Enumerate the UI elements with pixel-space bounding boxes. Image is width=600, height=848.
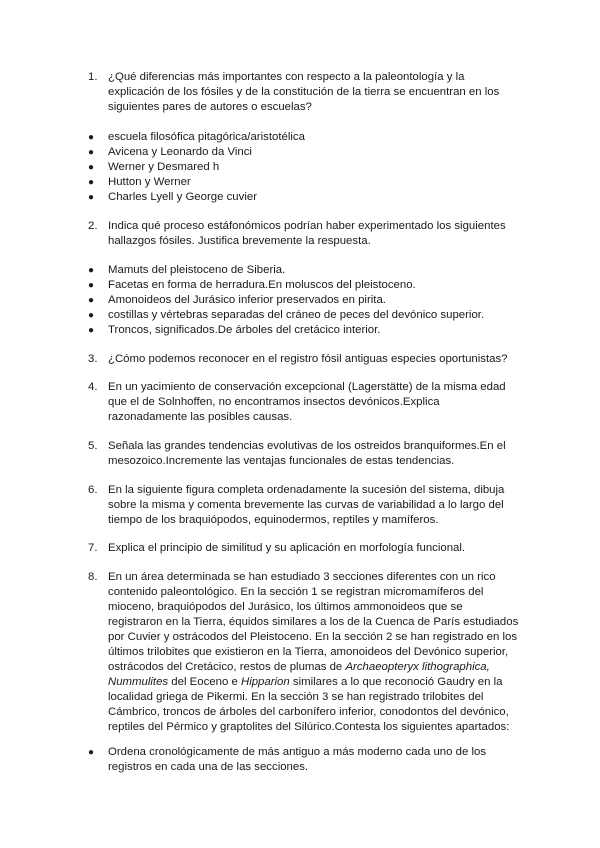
bullet-icon: ● xyxy=(88,325,95,336)
question-8-text: En un área determinada se han estudiado 3 secciones diferentes con un rico contenido paleontológico. En la sección 1 se registran micromamíferos del mioceno, braquiópodos del Jurásico, los últimos ammonoideos que se registraron en la Tierra, équidos similares a los de la Cuenca de París estudiados por Cuvier y ostrácodos del Pleistoceno. En la sección 2 se han registrado en los últimos trilobites que existieron en la Tierra, amonoideos del Devónico superior, ostrácodos del Cretácico, restos de plumas de Archaeopteryx lithographica, Nummulites del Eoceno e Hipparion similares a lo que reconoció Gaudry en la localidad griega de Pikermi. En la sección 3 se han registrado trilobites del Cámbrico, troncos de árboles del carbonífero inferior, conodontos del devónico, reptiles del Pérmico y graptolites del Silúrico.Contesta los siguientes apartados: xyxy=(108,571,519,733)
list-item: ● Charles Lyell y George cuvier xyxy=(88,191,257,203)
list-item: ● Werner y Desmared h xyxy=(88,161,220,173)
bullet-icon: ● xyxy=(88,177,95,188)
list-item: ● Amonoideos del Jurásico inferior preservados en pirita. xyxy=(88,294,386,306)
question-6-text: En la siguiente figura completa ordenadamente la sucesión del sistema, dibuja sobre la misma y comenta brevemente las curvas de variabilidad a lo largo del tiempo de los braquiópodos, equinodermos, reptiles y mamíferos. xyxy=(108,484,505,526)
list-item: ● Mamuts del pleistoceno de Siberia. xyxy=(88,264,286,276)
list-item: ● Avicena y Leonardo da Vinci xyxy=(88,146,252,158)
bullet-icon: ● xyxy=(88,265,95,276)
question-7-number: 7. xyxy=(88,542,98,554)
bullet-icon: ● xyxy=(88,295,95,306)
question-3-text: ¿Cómo podemos reconocer en el registro fósil antiguas especies oportunistas? xyxy=(108,353,508,365)
question-4-number: 4. xyxy=(88,381,98,393)
bullet-icon: ● xyxy=(88,280,95,291)
question-4-text: En un yacimiento de conservación excepcional (Lagerstätte) de la misma edad que el de Solnhoffen, no encontramos insectos devónicos.Explica razonadamente las posibles causas. xyxy=(108,381,506,423)
question-6-number: 6. xyxy=(88,484,98,496)
bullet-icon: ● xyxy=(88,147,95,158)
question-8-number: 8. xyxy=(88,571,98,583)
question-7-text: Explica el principio de similitud y su aplicación en morfología funcional. xyxy=(108,542,466,554)
question-5-number: 5. xyxy=(88,440,98,452)
list-item: ● Hutton y Werner xyxy=(88,176,191,188)
list-item: ● escuela filosófica pitagórica/aristotélica xyxy=(88,131,305,143)
question-1-text: ¿Qué diferencias más importantes con respecto a la paleontología y la explicación de los fósiles y de la constitución de la tierra se encuentran en los siguientes pares de autores o escuelas? xyxy=(108,71,500,113)
list-item: ● Facetas en forma de herradura.En moluscos del pleistoceno. xyxy=(88,279,416,291)
question-2-text: Indica qué proceso estáfonómicos podrían haber experimentado los siguientes hallazgos fósiles. Justifica brevemente la respuesta. xyxy=(108,220,506,247)
list-item: ● costillas y vértebras separadas del cráneo de peces del devónico superior. xyxy=(88,309,485,321)
question-3-number: 3. xyxy=(88,353,98,365)
species-name: Hipparion xyxy=(240,676,290,688)
question-2-number: 2. xyxy=(88,220,98,232)
bullet-icon: ● xyxy=(88,132,95,143)
list-item: ● Troncos, significados.De árboles del cretácico interior. xyxy=(88,324,381,336)
question-5-text: Señala las grandes tendencias evolutivas de los ostreidos branquiformes.En el mesozoico.Incremente las ventajas funcionales de estas tendencias. xyxy=(108,440,506,467)
question-1-number: 1. xyxy=(88,71,98,83)
bullet-icon: ● xyxy=(88,310,95,321)
bullet-icon: ● xyxy=(88,192,95,203)
bullet-icon: ● xyxy=(88,747,95,758)
species-name: Archaeopteryx lithographica, Nummulites xyxy=(108,661,490,688)
list-item: ● Ordena cronológicamente de más antiguo a más moderno cada uno de los registros en cada una de las secciones. xyxy=(88,746,487,773)
bullet-icon: ● xyxy=(88,162,95,173)
